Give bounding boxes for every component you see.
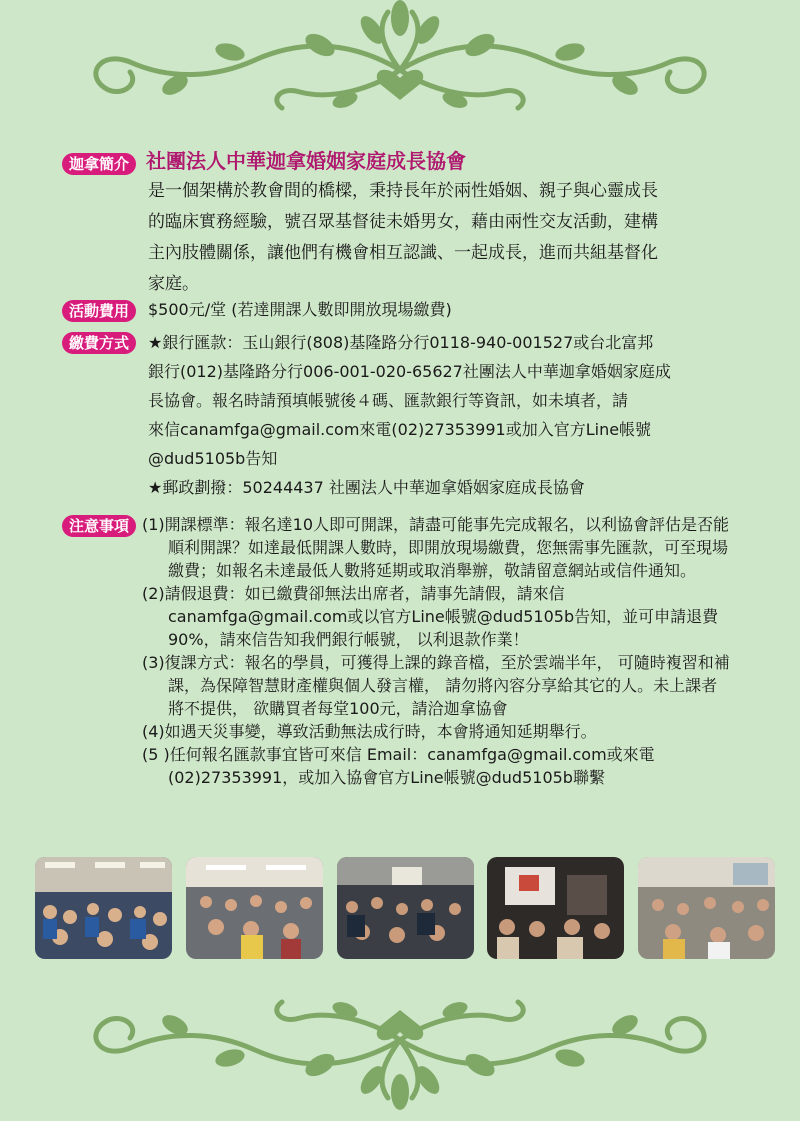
discussion-photo <box>638 857 775 959</box>
intro-badge: 迦拿簡介 <box>62 153 136 175</box>
intro-paragraph <box>148 176 728 300</box>
notes-list <box>142 513 732 789</box>
payment-line: ★銀行匯款：玉山銀行(808)基隆路分行0118-940-001527或台北富邦 <box>148 333 654 352</box>
intro-line: 的臨床實務經驗，號召眾基督徒未婚男女，藉由兩性交友活動，建構 <box>148 212 658 232</box>
top-floral-ornament <box>0 0 800 120</box>
notes-badge: 注意事項 <box>62 515 136 537</box>
note-item: (1)開課標準：報名達10人即可開課，請盡可能事先完成報名，以利協會評估是否能順利開課？如達最低開課人數時，即開放現場繳費，您無需事先匯款，可至現場繳費；如報名未達最低人數將延期或取消舉辦，敬請留意網站或信件通知。 <box>142 515 730 580</box>
payment-line: 銀行(012)基隆路分行006-001-020-65627社團法人中華迦拿婚姻家庭成 <box>148 362 671 381</box>
note-item: (2)請假退費：如已繳費卻無法出席者，請事先請假，請來信canamfga@gmail.com或以官方Line帳號@dud5105b告知，並可申請退費90%，請來信告知我們銀行帳號， 以利退款作業！ <box>142 584 719 649</box>
payment-line: ★郵政劃撥：50244437 社團法人中華迦拿婚姻家庭成長協會 <box>148 478 585 497</box>
seminar-photo <box>186 857 323 959</box>
note-item: (5 )任何報名匯款事宜皆可來信 Email：canamfga@gmail.com或來電(02)27353991，或加入協會官方Line帳號@dud5105b聯繫 <box>142 745 655 787</box>
group-photo <box>337 857 474 959</box>
payment-badge: 繳費方式 <box>62 332 136 354</box>
fee-badge: 活動費用 <box>62 300 136 322</box>
classroom-photo <box>35 857 172 959</box>
payment-line: 來信canamfga@gmail.com來電(02)27353991或加入官方Line帳號 <box>148 420 652 439</box>
payment-line: @dud5105b告知 <box>148 449 278 468</box>
note-item: (4)如遇天災事變，導致活動無法成行時，本會將通知延期舉行。 <box>142 722 597 741</box>
photo-strip <box>35 857 775 959</box>
projector-photo <box>487 857 624 959</box>
intro-line: 是一個架構於教會間的橋樑，秉持長年於兩性婚姻、親子與心靈成長 <box>148 181 658 201</box>
organization-title: 社團法人中華迦拿婚姻家庭成長協會 <box>146 149 466 173</box>
payment-details <box>148 328 733 502</box>
bottom-floral-ornament <box>0 990 800 1110</box>
fee-text: $500元/堂 (若達開課人數即開放現場繳費) <box>148 300 452 319</box>
note-item: (3)復課方式：報名的學員，可獲得上課的錄音檔，至於雲端半年， 可隨時複習和補課，為保障智慧財產權與個人發言權， 請勿將內容分享給其它的人。未上課者將不提供， 欲購買者每堂100元，請洽迦拿協會 <box>142 653 730 718</box>
intro-line: 家庭。 <box>148 274 199 294</box>
intro-line: 主內肢體關係，讓他們有機會相互認識、一起成長，進而共組基督化 <box>148 243 658 263</box>
payment-line: 長協會。報名時請預填帳號後４碼、匯款銀行等資訊，如未填者，請 <box>148 391 629 410</box>
